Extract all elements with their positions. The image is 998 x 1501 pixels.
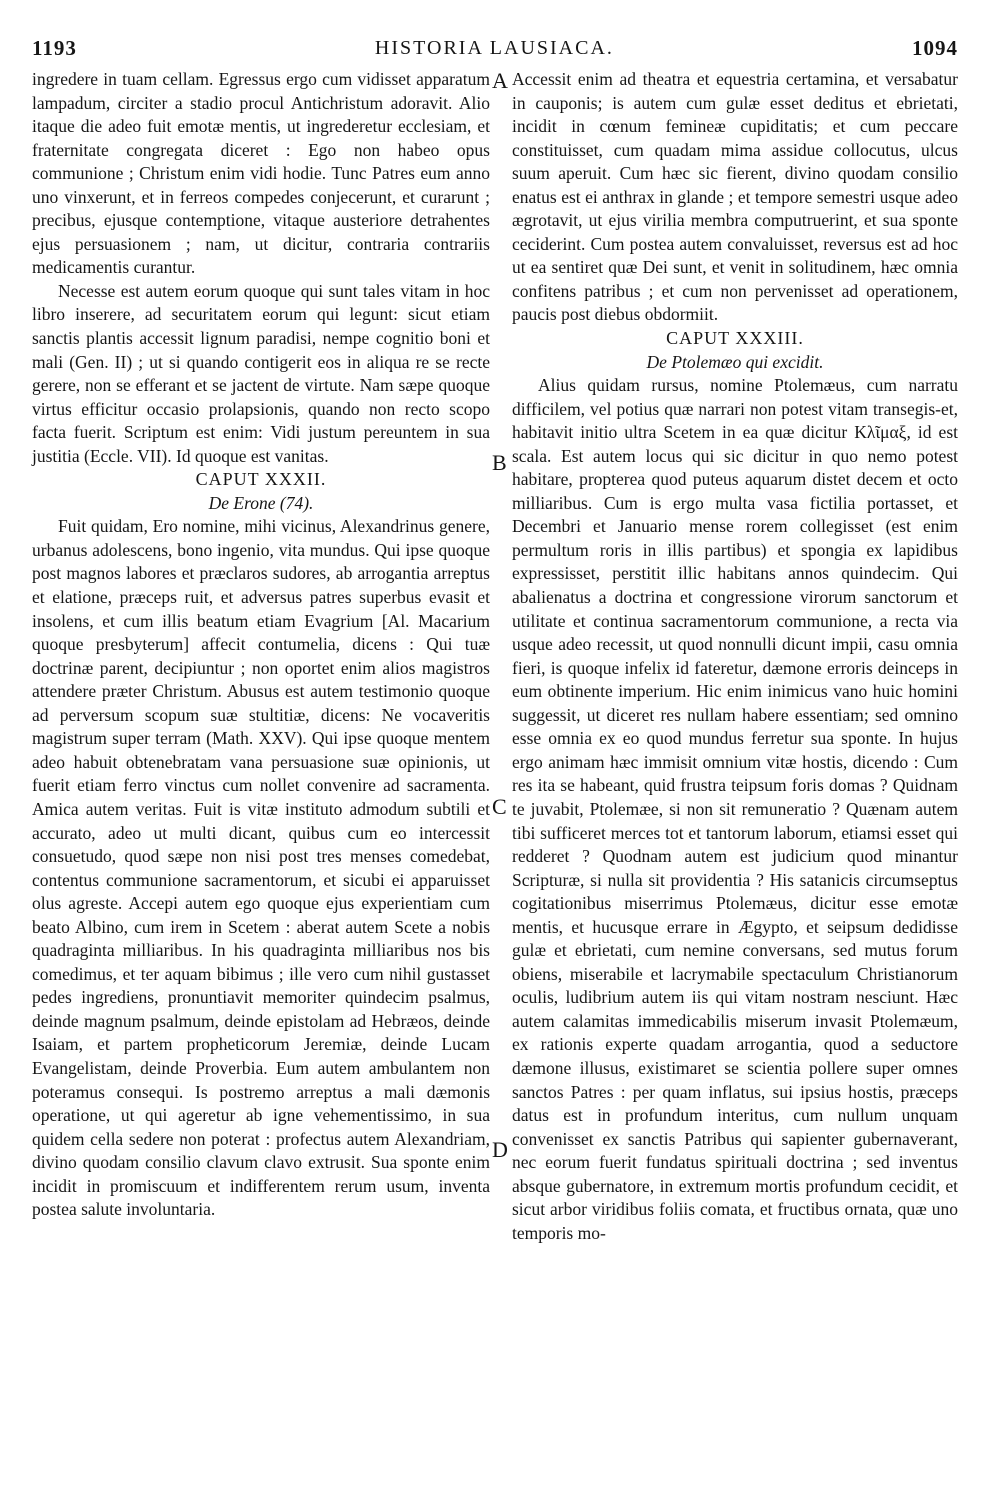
page-number-right: 1094: [911, 35, 958, 60]
left-column: [32, 68, 490, 1468]
margin-marker-b: B: [492, 450, 507, 475]
chapter-heading-xxxii: CAPUT XXXII.: [195, 469, 327, 490]
right-paragraph-1: Accessit enim ad theatra et equestria certamina, et versabatur in cauponis; is autem cum gulæ esset deditus et ebrietati, incidit in cœnum femineæ cupiditatis; et cum peccare constituisset, cum quadam mima assidue collocutus, ulcus suum aperuit. Cum hæc sic fierent, divino quodam consilio enatus est ei anthrax in glande ; et tempore semestri usque adeo ægrotavit, ut ejus virilia membra computruerint, et sua sponte ceciderint. Cum postea autem convaluisset, reversus est ad hoc ut ea sentiret quæ Dei sunt, et venit in solitudinem, hæc omnia confitens patribus ; et cum non pervenisset ad operationem, paucis post diebus obdormiit.: [512, 69, 958, 325]
chapter-heading-xxxiii: CAPUT XXXIII.: [666, 328, 804, 349]
margin-marker-d: D: [492, 1137, 508, 1162]
left-paragraph-3: Fuit quidam, Ero nomine, mihi vicinus, Alexandrinus genere, urbanus adolescens, bono ingenio, vita mundus. Qui ipse quoque post magnos labores et præclaros sudores, ab arrogantia arreptus et elatione, præceps ruit, et adversus patres superbus evasit et insolens, et cum illis beatum etiam Evagrium [Al. Macarium quoque presbyterum] affecit contumelia, dicens : Qui tuæ doctrinæ parent, decipiuntur ; non oportet enim alios magistros attendere præter Christum. Abusus est autem testimonio quoque ad perversum scopum suæ stultitiæ, dicens: Ne vocaveritis magistrum super terram (Math. XXV). Qui ipse quoque mentem adeo habuit obtenebratam vana persuasione suæ opinionis, ut fuerit etiam ferro vinctus cum nollet convenire ad sacramenta. Amica autem veritas. Fuit is vitæ instituto admodum subtili et accurato, adeo ut multi dicant, quibus cum eo intercessit consuetudo, quod sæpe non nisi post tres menses comedebat, contentus communione sacramentorum, et sicubi ei apparuisset olus agreste. Accepi autem ego quoque ejus experientiam cum beato Albino, cum irem in Scetem : aberat autem Scete a nobis quadraginta milliaribus. In his quadraginta milliaribus nos bis comedimus, et ter aquam bibimus ; ille vero cum nihil gustasset pedes ingrediens, pronuntiavit memoriter quindecim psalmus, deinde magnum psalmum, deinde epistolam ad Hebræos, deinde Isaiam, et partem propheticorum Jeremiæ, deinde Lucam Evangelistam, deinde Proverbia. Eum autem ambulantem non poteramus consequi. Is postremo arreptus a mali dæmonis operatione, ut qui ageretur ab igne vehementissimo, in sua quidem cella sedere non poterat : profectus autem Alexandriam, divino quodam consilio clavum clavo extrusit. Sua sponte enim incidit in promiscuum et indifferentem rerum usum, inventa postea salute involuntaria.: [32, 516, 490, 1220]
left-paragraph-1: ingredere in tuam cellam. Egressus ergo cum vidisset apparatum lampadum, circiter a stadio procul Antichristum adoravit. Alio itaque die adeo fuit emotæ mentis, ut ingrederetur ecclesiam, et fraternitate congregata diceret : Ego non habeo opus communione ; Christum enim vidi hodie. Tunc Patres eum anno uno vinxerunt, et in ferreos compedes conjecerunt, et curarunt ; precibus, ejusque contemptione, vitaque austeriore detrahentes ejus persuasionem ; nam, ut dicitur, contraria contrariis medicamentis curantur.: [32, 69, 490, 278]
running-header: [32, 34, 958, 62]
right-paragraph-2: Alius quidam rursus, nomine Ptolemæus, cum narratu difficilem, vel potius quæ narrari non potest vitam transegis-et, habitavit initio ultra Scetem in ea quæ dicitur Κλῖμαξ, id est scala. Est autem locus qui sic dicitur in quo nemo potest habitare, propterea quod puteus aquarum distet decem et octo milliaribus. Cum is ergo multa vasa fictilia portasset, et Decembri et Januario mense rorem collegisset (est enim permultum roris in illis partibus) et spongia ex lapidibus expressisset, perstitit illic habitans annos quindecim. Qui abalienatus a doctrina et congressione virorum sanctorum et utilitate et continua sacramentorum communione, a recta via usque adeo recessit, ut quod nonnulli dicunt impii, casu omnia fieri, is quoque infelix id fateretur, dæmone erroris deinceps in eum obtinente imperium. Hic enim inimicus vano huic homini suggessit, ut diceret res nullam habere essentiam; sed omnino esse omnia ex eo quod mundus ferretur sua sponte. In hujus ergo animam hæc immisit omnium vitæ hostis, dicendo : Cum res ita se habeant, quid frustra teipsum foris domas ? Quidnam te juvabit, Ptolemæe, si non sit remuneratio ? Quænam autem tibi sufficeret merces tot et tantorum laborum, etiamsi esset qui redderet ? Quodnam autem est judicium quod minantur Scripturæ, si nulla sit providentia ? His satanicis circumseptus cogitationibus miserrimus Ptolemæus, dicitur esse emotæ mentis, et hucusque errare in Ægypto, et seipsum dedidisse gulæ et ebrietati, cum nemine conversans, sed mutus forum obiens, miserabile et lacrymabile spectaculum Christianorum oculis, ludibrium autem iis qui vitam nostram nesciunt. Hæc autem calamitas immedicabilis miserum invasit Ptolemæum, ex rationis experte quadam arrogantia, quod a seductore dæmone illusus, existimaret se scientia pollere super omnes sanctos Patres : per quam inflatus, sui ipsius hostis, præceps datus est in profundum interitus, cum nullum unquam convenisset ex sanctis Patribus qui sapienter gubernaverant, nec eorum fuerit fundatus spirituali doctrina ; sed inventus absque gubernatore, in extremum mortis profundum cecidit, et sicut arbor viridibus foliis comata, et fructibus ornata, quæ uno temporis mo-: [512, 375, 958, 1243]
margin-marker-c: C: [492, 794, 507, 819]
running-title: HISTORIA LAUSIACA.: [374, 36, 614, 59]
margin-marker-a: A: [492, 68, 508, 93]
page-number-left: 1193: [32, 35, 77, 60]
left-paragraph-2: Necesse est autem eorum quoque qui sunt tales vitam in hoc libro inserere, ad securitatem eorum qui legunt: sicut etiam sanctis plantis accessit lignum paradisi, nempe cognitio boni et mali (Gen. II) ; ut si quando contigerit eos in aliqua re se recte gerere, non se efferant et se jactent de virtute. Nam sæpe quoque virtus efficitur occasio prolapsionis, quando non recto scopo facta fuerit. Scriptum est enim: Vidi justum pereuntem in sua justitia (Eccle. VII). Id quoque est vanitas.: [32, 280, 490, 466]
chapter-subtitle-xxxiii: De Ptolemæo qui excidit.: [646, 351, 824, 372]
chapter-subtitle-xxxii: De Erone (74).: [208, 492, 314, 513]
right-column: [512, 68, 958, 1468]
